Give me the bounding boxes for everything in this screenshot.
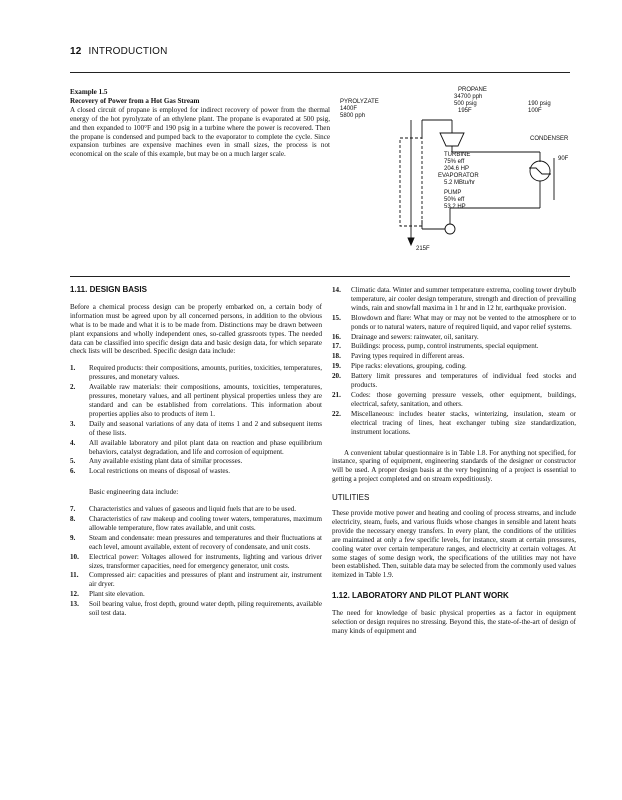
diagram-label-condenser-temp: 90F (558, 156, 569, 162)
header-rule (70, 72, 570, 73)
list-item: 13. Soil bearing value, frost depth, ground water depth, piling requirements, available soil test data. (70, 600, 322, 618)
diagram-label-pyrolyzate: PYROLYZATE (340, 99, 379, 105)
right-column (332, 286, 576, 644)
list-item: 8. Characteristics of raw makeup and cooling tower waters, temperatures, maximum allowable temperature, flow rates available, and unit costs. (70, 515, 322, 532)
example-block (70, 88, 330, 167)
diagram-label-pyrolyzate-flow: 5800 pph (340, 113, 366, 119)
section-rule (70, 276, 570, 277)
diagram-label-pump-eff: 50% eff (444, 197, 465, 203)
list-item: 21. Codes: those governing pressure vessels, other equipment, buildings, electrical, safety, sanitation, and others. (332, 390, 576, 408)
example-body: A closed circuit of propane is employed for indirect recovery of power from the thermal energy of the hot pyrolyzate of an ethylene plant. The propane is evaporated at 500 psig, and then expanded to 100°F and 190 psig in a turbine where the power is recovered. Then the propane is condensed and pumped back to the evaporator to complete the cycle. Since expansion turbines are expensive machines even in small sizes, the process is not economical on the scale of this example, but may be on a much larger scale. (70, 105, 330, 159)
turbine-symbol (440, 133, 464, 146)
list-item: 18. Paving types required in different areas. (332, 352, 465, 361)
diagram-label-turbine-power: 204.6 HP (444, 166, 470, 172)
diagram-label-propane-temp: 195F (458, 108, 472, 114)
process-flow-diagram (340, 80, 580, 270)
diagram-label-propane: PROPANE (458, 87, 487, 93)
list-item: 7. Characteristics and values of gaseous and liquid fuels that are to be used. (70, 505, 297, 514)
page-number: 12 (70, 46, 82, 57)
questionnaire-paragraph: A convenient tabular questionnaire is in Table 1.8. For anything not specified, for instance, sparing of equipment, engineering standards of the designer or constructor will be used. A proper design basis at the very beginning of a project is essential to getting a project completed and on stream expeditiously. (332, 448, 576, 484)
list-item: 5. Any available existing plant data of similar processes. (70, 457, 243, 466)
list-item: 11. Compressed air: capacities and pressures of plant and instrument air, instrument air dryer. (70, 571, 322, 589)
utilities-paragraph: These provide motive power and heating and cooling of process streams, and include electricity, steam, fuels, and various fluids whose changes in sensible and latent heats provide the necessary energy transfers. In every plant, the conditions of the utilities are maintained at only a few specific levels, for instance, steam at certain pressures, cooling water over certain temperature ranges, and electricity at certain voltages. At some stages of some design work, the specifications of the utilities may not have been established. Then, suitable data may be selected from the commonly used values itemized in Table 1.9. (332, 509, 576, 580)
left-column (70, 286, 322, 626)
section-heading-laboratory: 1.12. LABORATORY AND PILOT PLANT WORK (332, 591, 509, 601)
section-heading-design-basis: 1.11. DESIGN BASIS (70, 285, 147, 294)
running-header (70, 46, 168, 57)
diagram-label-evaporator: EVAPORATOR (438, 173, 479, 179)
list-item: 12. Plant site elevation. (70, 590, 145, 599)
diagram-label-turbine-eff: 75% eff (444, 159, 465, 165)
diagram-label-propane-flow: 34700 pph (454, 94, 483, 100)
basic-data-list (70, 505, 322, 618)
list-item: 17. Buildings: process, pump, control instruments, special equipment. (332, 342, 539, 351)
diagram-label-propane-pressure: 500 psig (454, 101, 477, 107)
list-item: 4. All available laboratory and pilot plant data on reaction and phase equilibrium behaviors, catalyst degradation, and life and corrosion of equipment. (70, 438, 322, 456)
basic-data-intro: Basic engineering data include: (89, 488, 179, 497)
running-title: INTRODUCTION (88, 46, 168, 57)
diagram-label-pump: PUMP (444, 190, 462, 196)
laboratory-paragraph: The need for knowledge of basic physical properties as a factor in equipment selection or design requires no stressing. Beyond this, the state-of-the-art of design of many kinds of equipment and (332, 609, 576, 635)
section-heading-utilities: UTILITIES (332, 493, 370, 503)
diagram-label-pyrolyzate-temp: 1400F (340, 106, 358, 112)
list-item: 14. Climatic data. Winter and summer temperature extrema, cooling tower drybulb temperature, air cooler design temperature, strength and direction of prevailing winds, rain and snowfall maxima in 1 hr and in 12 hr, earthquake provision. (332, 286, 576, 312)
list-item: 2. Available raw materials: their compositions, amounts, toxicities, temperatures, pressures, monetary values, and all pertinent physical properties unless they are standard and can be established from correlations. This information about properties applies also to products of item 1. (70, 383, 322, 418)
diagram-label-evaporator-duty: 5.2 MBtu/hr (444, 180, 476, 186)
diagram-label-outlet-gas-temp: 215F (416, 246, 430, 252)
list-item: 15. Blowdown and flare: What may or may not be vented to the atmosphere or to ponds or to natural waters, nature of required liquid, and vapor relief systems. (332, 313, 576, 331)
list-item: 22. Miscellaneous: includes heater stacks, winterizing, insulation, steam or electrical tracing of lines, heat exchanger tubing size standardization, instrument locations. (332, 409, 576, 436)
example-title: Recovery of Power from a Hot Gas Stream (70, 96, 200, 105)
pump-symbol (445, 224, 455, 234)
list-item: 6. Local restrictions on means of disposal of wastes. (70, 467, 231, 476)
list-item: 3. Daily and seasonal variations of any data of items 1 and 2 and subsequent items of these lists. (70, 419, 322, 437)
example-label: Example 1.5 (70, 88, 108, 96)
list-item: 10. Electrical power: Voltages allowed for instruments, lighting and various driver sizes, transformer capacities, need for emergency generator, unit costs. (70, 552, 322, 570)
diagram-label-turbine: TURBINE (444, 152, 471, 158)
list-item: 9. Steam and condensate: mean pressures and temperatures and their fluctuations at each level, amount available, extent of recovery of condensate, and unit costs. (70, 533, 322, 551)
specific-data-list (70, 364, 322, 476)
list-item: 1. Required products: their compositions, amounts, purities, toxicities, temperatures, pressures, and monetary values. (70, 364, 322, 382)
list-item: 16. Drainage and sewers: rainwater, oil, sanitary. (332, 332, 479, 341)
list-item: 20. Battery limit pressures and temperatures of individual feed stocks and products. (332, 372, 576, 390)
diagram-label-outlet-pressure: 190 psig (528, 101, 551, 107)
condenser-symbol (530, 161, 550, 181)
diagram-label-pump-power: 53.2 HP (444, 204, 466, 210)
basic-data-list-continued (332, 286, 576, 437)
list-item: 19. Pipe racks: elevations, grouping, coding. (332, 362, 467, 371)
design-basis-intro: Before a chemical process design can be properly embarked on, a certain body of information must be agreed upon by all concerned persons, in addition to the obvious what is to be made and what it is to be made from. Distinctions may be drawn between plant expansions and wholly independent ones, so-called grassroots types. The needed data can be classified into specific design data and basic design data, for which separate check lists will be described. Specific design data include: (70, 302, 322, 356)
diagram-label-outlet-temp: 100F (528, 108, 542, 114)
diagram-label-condenser: CONDENSER (530, 136, 569, 142)
